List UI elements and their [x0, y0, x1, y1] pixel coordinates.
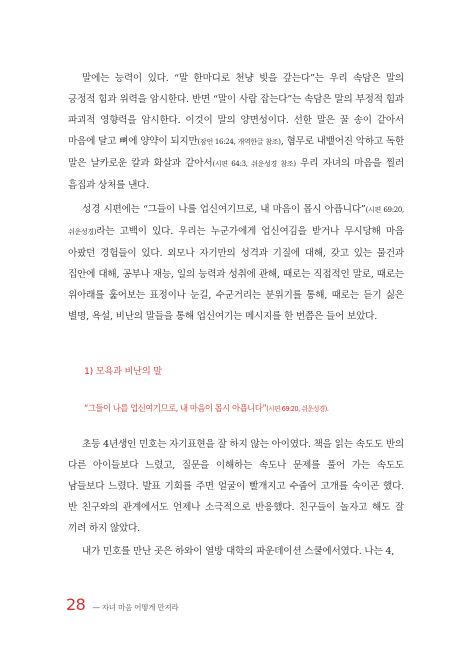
paragraph-psalm [68, 199, 404, 328]
body-text-top [68, 68, 404, 327]
scripture-quote [84, 402, 328, 414]
paragraph-text: 말에는 능력이 있다. “말 한마디로 천냥 빚을 갚는다”는 우리 속담은 말의 긍정적 힘과 위력을 암시한다. 반면 “말이 사람 잡는다”는 속담은 말의 부정적 힘과 파괴적 영향력을 암시한다. 이것이 말의 양면성이다. 선한 말은 꿀 송이 같아서 마음에 달고 뼈에 양약이 되지만 [68, 73, 404, 148]
paragraph-meeting: 내가 민호를 만난 곳은 하와이 열방 대학의 파운데이션 스쿨에서였다. 나는 4, [82, 546, 395, 558]
quote-text: “그들이 나를 업신여기므로, 내 마음이 몹시 아픕니다” [84, 403, 267, 413]
citation: (시편 64:3, 쉬운성경 참조) [212, 160, 296, 169]
paragraph-text: 성경 시편에는 “그들이 나를 업신여기므로, 내 마음이 몹시 아픕니다” [82, 203, 366, 215]
page-footer [66, 595, 178, 614]
section-heading: 1) 모욕과 비난의 말 [84, 366, 162, 377]
citation: (잠언 16:24, 개역한글 참조) [197, 138, 281, 147]
citation: (시편 69:20, 쉬운성경) [68, 205, 404, 236]
body-text-bottom [68, 434, 404, 563]
paragraph-speech-power [68, 68, 404, 197]
page-number: 28 [66, 595, 86, 614]
quote-source: (시편 69:20, 쉬운성경). [266, 405, 329, 413]
paragraph-text: 라는 고백이 있다. 우리는 누군가에게 업신여김을 받거나 무시당해 마음 아팠던 경험들이 있다. 외모나 자기만의 성격과 기질에 대해, 갖고 있는 물건과 집안에 대해, 공부나 재능, 일의 능력과 성취에 관해, 때로는 직접적인 말로, 때로는 위아래를 훑어보는 표정이나 눈길, 수군거리는 분위기를 통해, 때로는 듣기 싫은 별명, 욕설, 비난의 말들을 통해 업신여기는 메시지를 한 번쯤은 들어 보았다. [68, 225, 404, 323]
running-title: — 자녀 마음 어떻게 만져라 [92, 603, 179, 612]
paragraph-minho: 초등 4년생인 민호는 자기표현을 잘 하지 않는 아이였다. 책을 읽는 속도도 반의 다른 아이들보다 느렸고, 질문을 이해하는 속도나 문제를 풀어 가는 속도도 남들보다 느렸다. 발표 기회를 주면 얼굴이 빨개지고 수줍어 고개를 숙이곤 했다. 반 친구와의 관계에서도 언제나 소극적으로 반응했다. 친구들이 놀자고 해도 잘 끼려 하지 않았다. [68, 439, 404, 535]
paragraph-text: 우리 자녀의 마음을 찔러 흠집과 상처를 낸다. [68, 158, 404, 192]
paragraph-text: , 혐무로 내뱉어진 악하고 독한 말은 날카로운 칼과 화살과 같아서 [68, 136, 405, 170]
